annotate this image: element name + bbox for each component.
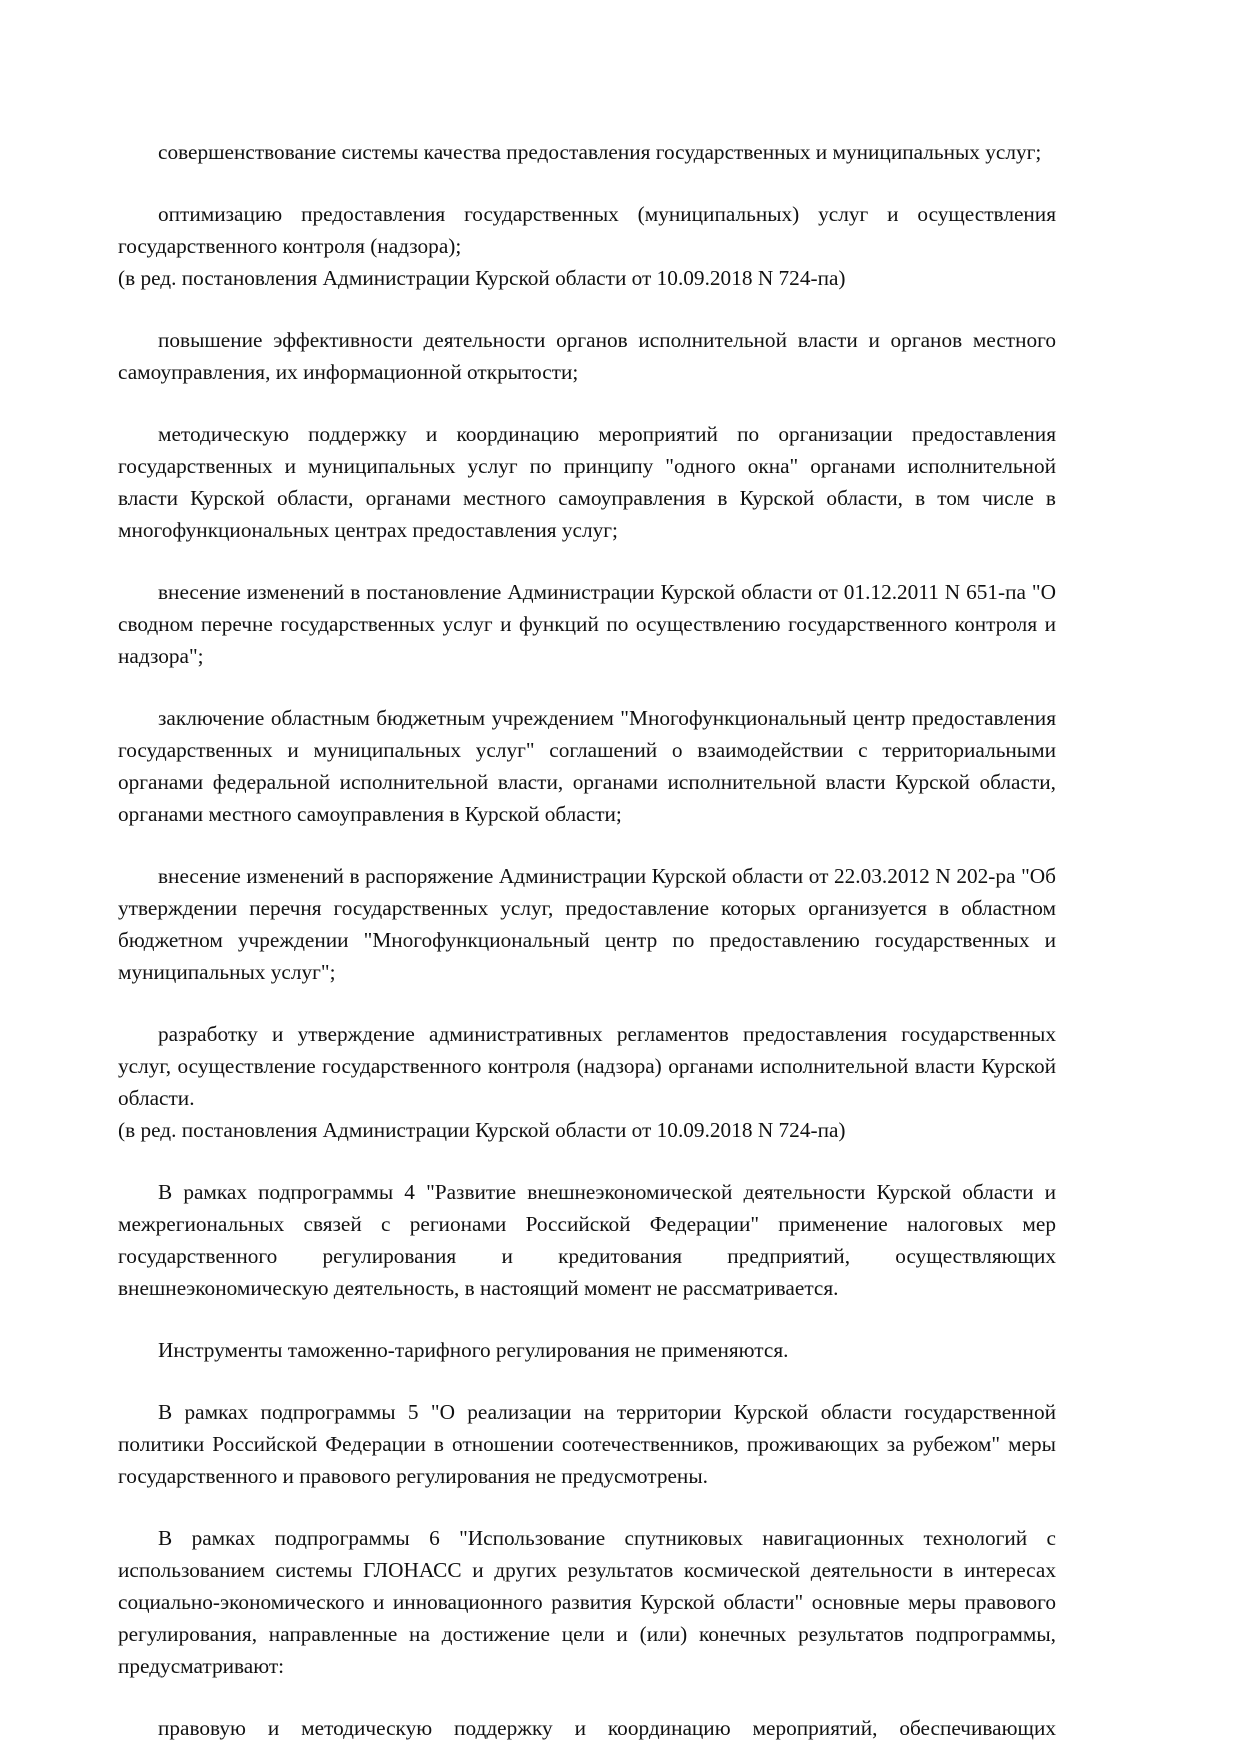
paragraph-optimization: оптимизацию предоставления государственных (муниципальных) услуг и осуществления государственного контроля (надзора); xyxy=(118,202,1056,258)
paragraph-subprogram-5: В рамках подпрограммы 5 "О реализации на территории Курской области государственной политики Российской Федерации в отношении соотечественников, проживающих за рубежом" меры государственного и правового регулирования не предусмотрены. xyxy=(118,1400,1056,1488)
paragraph-quality-system: совершенствование системы качества предоставления государственных и муниципальных услуг; xyxy=(158,140,1042,164)
amendment-note: (в ред. постановления Администрации Курской области от 10.09.2018 N 724-па) xyxy=(118,266,846,290)
paragraph-subprogram-4: В рамках подпрограммы 4 "Развитие внешнеэкономической деятельности Курской области и межрегиональных связей с регионами Российской Федерации" применение налоговых мер государственного регулирования и кредитования предприятий, осуществляющих внешнеэкономическую деятельность, в настоящий момент не рассматривается. xyxy=(118,1180,1056,1300)
paragraph-customs-tools: Инструменты таможенно-тарифного регулирования не применяются. xyxy=(158,1338,789,1362)
document-page xyxy=(118,136,1056,1744)
paragraph-regulations: разработку и утверждение административных регламентов предоставления государственных услуг, осуществление государственного контроля (надзора) органами исполнительной власти Курской области. xyxy=(118,1022,1056,1110)
paragraph-methodical-support: методическую поддержку и координацию мероприятий по организации предоставления государственных и муниципальных услуг по принципу "одного окна" органами исполнительной власти Курской области, органами местного самоуправления в Курской области, в том числе в многофункциональных центрах предоставления услуг; xyxy=(118,422,1056,542)
paragraph-subprogram-6: В рамках подпрограммы 6 "Использование спутниковых навигационных технологий с использованием системы ГЛОНАСС и других результатов космической деятельности в интересах социально-экономического и инновационного развития Курской области" основные меры правового регулирования, направленные на достижение цели и (или) конечных результатов подпрограммы, предусматривают: xyxy=(118,1526,1056,1678)
paragraph-resolution-amendment: внесение изменений в постановление Администрации Курской области от 01.12.2011 N 651-па "О сводном перечне государственных услуг и функций по осуществлению государственного контроля и надзора"; xyxy=(118,580,1056,668)
amendment-note: (в ред. постановления Администрации Курской области от 10.09.2018 N 724-па) xyxy=(118,1118,846,1142)
paragraph-efficiency: повышение эффективности деятельности органов исполнительной власти и органов местного самоуправления, их информационной открытости; xyxy=(118,328,1056,384)
paragraph-mfc-agreements: заключение областным бюджетным учреждением "Многофункциональный центр предоставления государственных и муниципальных услуг" соглашений о взаимодействии с территориальными органами федеральной исполнительной власти, органами исполнительной власти Курской области, органами местного самоуправления в Курской области; xyxy=(118,706,1056,826)
paragraph-order-amendment: внесение изменений в распоряжение Администрации Курской области от 22.03.2012 N 202-ра "Об утверждении перечня государственных услуг, предоставление которых организуется в областном бюджетном учреждении "Многофункциональный центр по предоставлению государственных и муниципальных услуг"; xyxy=(118,864,1056,984)
paragraph-legal-support: правовую и методическую поддержку и координацию мероприятий, обеспечивающих xyxy=(158,1716,1056,1740)
